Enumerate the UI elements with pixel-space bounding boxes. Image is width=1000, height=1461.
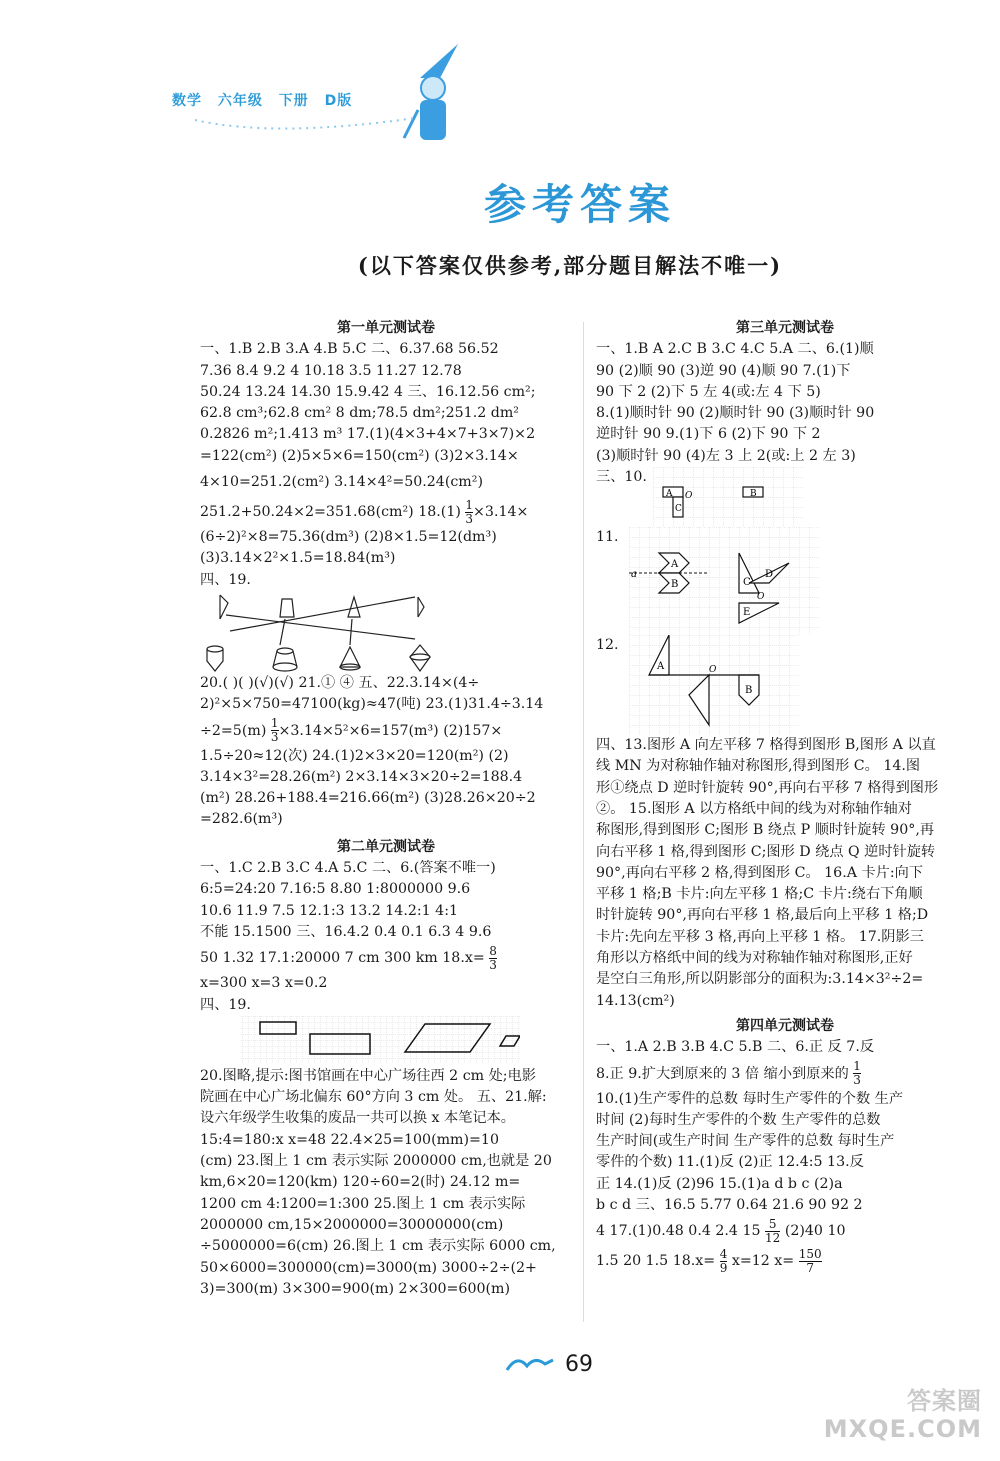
answer-line: 角形以方格纸中间的线为对称轴作轴对称图形,正好	[596, 950, 913, 967]
answer-line: (3)3.14×2²×1.5=18.84(m³)	[200, 550, 396, 567]
figure-label: C	[674, 504, 682, 515]
answer-line: 不能 15.1500 三、16.4.2 0.4 0.1 6.3 4 9.6	[200, 923, 492, 940]
answer-line: (cm) 23.图上 1 cm 表示实际 2000000 cm,也就是 20	[200, 1153, 552, 1170]
watermark-line-2: MXQE.COM	[823, 1415, 982, 1443]
answer-line: 4×10=251.2(cm²) 3.14×4²=50.24(cm²)	[200, 474, 483, 491]
fraction-one-third: $\frac{1}{3}$	[853, 1059, 861, 1088]
answer-line: 1.5÷20≈12(次) 24.(1)2×3×20=120(m²) (2)	[200, 747, 509, 764]
page-title: 参考答案	[483, 180, 676, 229]
answer-line: 生产时间(或生产时间 生产零件的总数 每时生产	[596, 1133, 895, 1150]
answer-line: 四、13.图形 A 向左平移 7 格得到图形 B,图形 A 以直	[596, 737, 936, 754]
figure-label: E	[742, 607, 750, 619]
answer-text: ×3.14×5²×6=157(m³) (2)157×	[278, 722, 503, 739]
answer-text: 1.5 20 1.5 18.x=	[596, 1253, 716, 1270]
answer-line: 3)=300(m) 3×300=900(m) 2×300=600(m)	[200, 1280, 511, 1297]
figure-11-symmetry	[629, 527, 819, 635]
watermark	[824, 1387, 982, 1443]
answer-line: 线 MN 为对称轴作轴对称图形,得到图形 C。 14.图	[596, 758, 921, 775]
fraction-one-third: $\frac{1}{3}$	[465, 497, 474, 526]
header-subject: 数学	[172, 93, 202, 109]
answer-line: 50×6000=300000(cm)=3000(m) 3000÷2÷(2+	[200, 1259, 537, 1276]
answer-line: 设六年级学生收集的废品一共可以换 x 本笔记本。	[200, 1110, 515, 1127]
answer-line: 10.(1)生产零件的总数 每时生产零件的个数 生产	[596, 1090, 904, 1107]
answer-line: 三、10.	[596, 469, 647, 486]
answer-line	[200, 716, 572, 746]
answer-line: ②。 15.图形 A 以方格纸中间的线为对称轴作轴对	[596, 800, 912, 817]
page-number: 69	[565, 1352, 593, 1377]
answer-line: 10.6 11.9 7.5 12.1:3 13.2 14.2:1 4:1	[200, 902, 459, 919]
answer-line: 14.13(cm²)	[596, 992, 675, 1009]
answer-text: (2)40 10	[784, 1223, 846, 1240]
answer-line	[596, 1246, 974, 1276]
answer-line: 一、1.A 2.B 3.B 4.C 5.B 二、6.正 反 7.反	[596, 1039, 875, 1056]
answer-line	[596, 1059, 974, 1089]
answer-line: 12.	[596, 637, 619, 654]
figure-label: O	[708, 665, 716, 676]
answer-line: 20.( )( )(√)(√) 21.① ④ 五、22.3.14×(4÷	[200, 674, 480, 691]
answer-line: 卡片:先向左平移 3 格,再向上平移 1 格。 17.阴影三	[596, 928, 924, 945]
header-volume: 下册	[278, 93, 309, 109]
answer-text: ÷2=5(m)	[200, 722, 267, 739]
answer-text: x=12 x=	[731, 1253, 795, 1270]
figure-12-translation	[629, 635, 799, 735]
answer-text: 8.正 9.扩大到原来的 3 倍 缩小到原来的	[596, 1065, 849, 1082]
figure-label: A	[656, 661, 664, 673]
section-unit-1: 第一单元测试卷	[337, 320, 435, 336]
watermark-line-1: 答案圈	[907, 1387, 982, 1415]
answer-line	[596, 1216, 974, 1246]
left-column	[200, 318, 572, 1300]
answer-line: 7.36 8.4 9.2 4 10.18 3.5 11.27 12.78	[200, 362, 462, 379]
answer-line: =282.6(m³)	[200, 811, 283, 828]
answer-line: 2000000 cm,15×2000000=30000000(cm)	[200, 1216, 504, 1233]
answer-line: b c d 三、16.5 5.77 0.64 21.6 90 92 2	[596, 1197, 863, 1214]
figure-row-11	[596, 527, 974, 635]
figure-label: O	[756, 592, 764, 603]
answer-line: 院画在中心广场北偏东 60°方向 3 cm 处。 五、21.解:	[200, 1089, 547, 1106]
header-grade: 六年级	[217, 93, 263, 109]
header-edition: D版	[324, 93, 353, 109]
section-unit-4: 第四单元测试卷	[736, 1017, 834, 1034]
answer-line: 0.2826 m²;1.413 m³ 17.(1)(4×3+4×7+3×7)×2	[200, 426, 536, 443]
answer-text: 251.2+50.24×2=351.68(cm²) 18.(1)	[200, 504, 461, 521]
mascot-head	[421, 76, 445, 100]
answer-line: 一、1.B 2.B 3.A 4.B 5.C 二、6.37.68 56.52	[200, 341, 499, 358]
answer-line: 1200 cm 4:1200=1:300 25.图上 1 cm 表示实际	[200, 1195, 526, 1212]
right-column	[596, 318, 974, 1276]
figure-label: C	[742, 577, 751, 589]
sparkle-trail	[195, 112, 425, 142]
answer-line: 时针旋转 90°,再向右平移 1 格,最后向上平移 1 格;D	[596, 907, 929, 924]
fraction-four-ninths: $\frac{4}{9}$	[719, 1246, 728, 1275]
figure-row-10	[596, 467, 974, 527]
answer-line: 正 14.(1)反 (2)96 15.(1)a d b c (2)a	[596, 1175, 843, 1192]
answer-line: 3.14×3²=28.26(m²) 2×3.14×3×20÷2=188.4	[200, 768, 523, 785]
figure-19-scale-drawing	[200, 1016, 520, 1066]
figure-row-12	[596, 635, 974, 735]
answer-line: 62.8 cm³;62.8 cm² 8 dm;78.5 dm²;251.2 dm²	[200, 405, 519, 422]
figure-label: B	[670, 579, 678, 591]
book-header	[172, 90, 362, 110]
answer-line: 时间 (2)每时生产零件的个数 生产零件的总数	[596, 1111, 881, 1128]
answer-line: (m²) 28.26+188.4=216.66(m²) (3)28.26×20÷2	[200, 790, 536, 807]
page-subtitle: (以下答案仅供参考,部分题目解法不唯一)	[357, 253, 783, 278]
answer-line: km,6×20=120(km) 120÷60=2(时) 24.12 m=	[200, 1174, 521, 1191]
section-unit-2: 第二单元测试卷	[337, 838, 435, 855]
answer-line	[200, 943, 572, 973]
answer-line: 8.(1)顺时针 90 (2)顺时针 90 (3)顺时针 90	[596, 405, 875, 422]
answer-line: 90 (2)顺 90 (3)逆 90 (4)顺 90 7.(1)下	[596, 362, 851, 379]
fraction-eight-thirds: $\frac{8}{3}$	[489, 943, 497, 972]
fraction-150-sevenths: $\frac{150}{7}$	[798, 1246, 822, 1275]
answer-text: 4 17.(1)0.48 0.4 2.4 15	[596, 1223, 761, 1240]
answer-line: x=300 x=3 x=0.2	[200, 975, 328, 992]
answer-line: 四、19.	[200, 571, 251, 588]
fraction-five-twelfths: $\frac{5}{12}$	[765, 1216, 781, 1245]
page-ornament-icon	[505, 1352, 555, 1376]
answer-line: 是空白三角形,所以阴影部分的面积为:3.14×3²÷2=	[596, 971, 924, 988]
answer-line: 90°,再向右平移 2 格,得到图形 C。 16.A 卡片:向下	[596, 864, 923, 881]
answer-line: 20.图略,提示:图书馆画在中心广场往西 2 cm 处;电影	[200, 1067, 536, 1084]
figure-label: B	[749, 489, 757, 500]
figure-label: A	[665, 489, 673, 500]
answer-line: 6:5=24:20 7.16:5 8.80 1:8000000 9.6	[200, 881, 471, 898]
figure-label: a	[630, 569, 637, 581]
figure-label: A	[670, 559, 678, 571]
figure-19-matching	[200, 591, 440, 673]
answer-line: 一、1.B A 2.C B 3.C 4.C 5.A 二、6.(1)顺	[596, 341, 874, 358]
figure-10-rotation	[653, 467, 803, 527]
answer-line: 11.	[596, 529, 619, 546]
mascot-hat	[420, 44, 458, 78]
fraction-one-third: $\frac{1}{3}$	[270, 716, 279, 745]
answer-line: (3)顺时针 90 (4)左 3 上 2(或:上 2 左 3)	[596, 447, 856, 464]
answer-line: 90 下 2 (2)下 5 左 4(或:左 4 下 5)	[596, 383, 821, 400]
answer-text: ×3.14×	[473, 504, 529, 521]
answer-line: =122(cm²) (2)5×5×6=150(cm²) (3)2×3.14×	[200, 447, 519, 464]
section-unit-3: 第三单元测试卷	[736, 320, 834, 336]
answer-line: 一、1.C 2.B 3.C 4.A 5.C 二、6.(答案不唯一)	[200, 860, 496, 877]
answer-line: 逆时针 90 9.(1)下 6 (2)下 90 下 2	[596, 426, 821, 443]
figure-label: D	[764, 569, 773, 581]
answer-line	[200, 497, 572, 527]
answer-line: 形①绕点 D 逆时针旋转 90°,再向右平移 7 格得到图形	[596, 779, 939, 796]
answer-line: 四、19.	[200, 996, 251, 1013]
answer-line: ÷5000000=6(cm) 26.图上 1 cm 表示实际 6000 cm,	[200, 1238, 556, 1255]
column-divider	[583, 322, 584, 1322]
answer-line: 2)²×5×750=47100(kg)≈47(吨) 23.(1)31.4÷3.14	[200, 696, 544, 713]
answer-line: 平移 1 格;B 卡片:向左平移 1 格;C 卡片:绕右下角顺	[596, 886, 923, 903]
answer-line: 向右平移 1 格,得到图形 C;图形 D 绕点 Q 逆时针旋转	[596, 843, 936, 860]
figure-label: B	[744, 685, 752, 697]
figure-label: O	[684, 491, 693, 502]
answer-line: 15:4=180:x x=48 22.4×25=100(mm)=10	[200, 1131, 499, 1148]
answer-line: (6÷2)²×8=75.36(dm³) (2)8×1.5=12(dm³)	[200, 529, 497, 546]
answer-line: 零件的个数) 11.(1)反 (2)正 12.4:5 13.反	[596, 1154, 864, 1171]
answer-line: 50.24 13.24 14.30 15.9.42 4 三、16.12.56 cm²;	[200, 383, 536, 400]
answer-line: 称图形,得到图形 C;图形 B 绕点 P 顺时针旋转 90°,再	[596, 822, 935, 839]
answer-text: 50 1.32 17.1:20000 7 cm 300 km 18.x=	[200, 950, 485, 967]
